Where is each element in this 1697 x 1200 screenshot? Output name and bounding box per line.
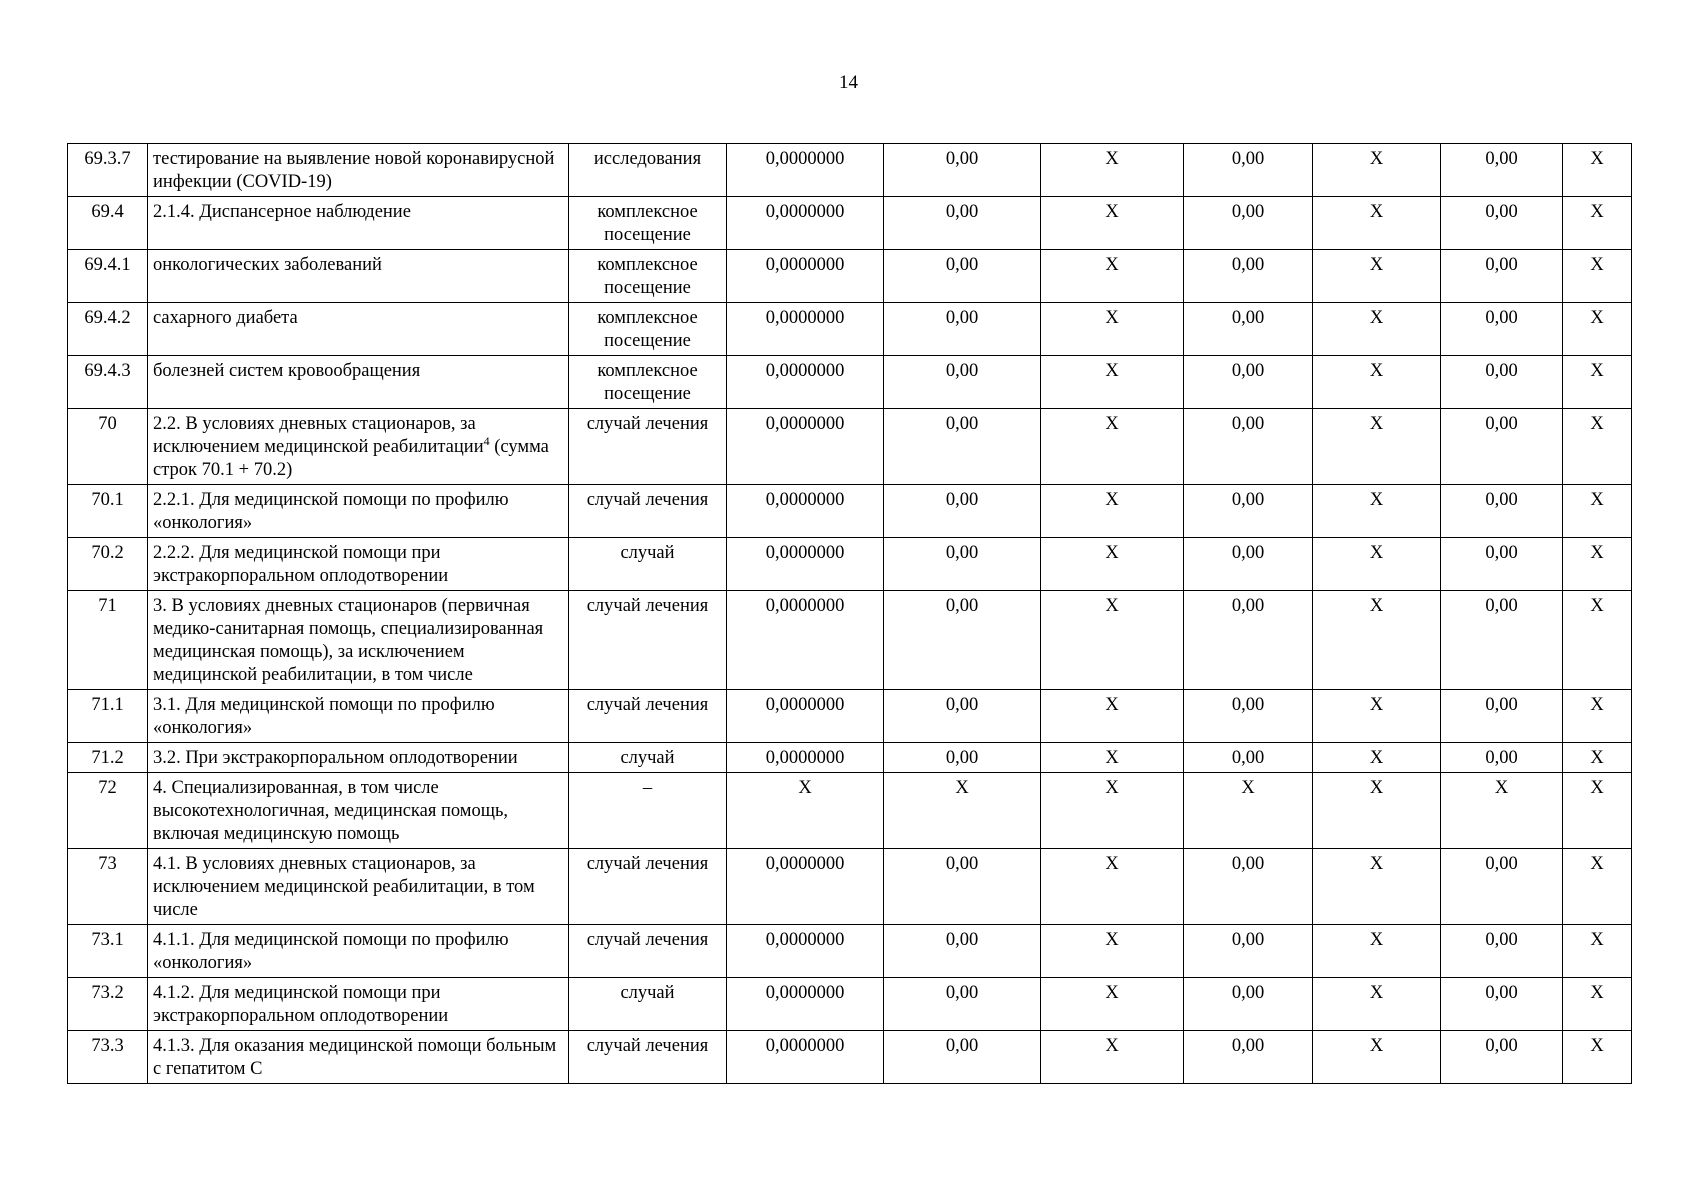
row-name-cell [148, 485, 569, 538]
value-cell-10: X [1563, 743, 1632, 773]
value-cell-7: 0,00 [1184, 409, 1313, 485]
table-row [68, 197, 1632, 250]
table-row [68, 485, 1632, 538]
row-name-cell [148, 356, 569, 409]
row-name-text: 4.1.2. Для медицинской помощи при экстракорпоральном оплодотворении [153, 983, 449, 1026]
value-cell-8: X [1313, 144, 1441, 197]
row-name-text: 4.1. В условиях дневных стационаров, за исключением медицинской реабилитации, в том числе [153, 854, 535, 920]
value-cell-4: 0,0000000 [727, 356, 884, 409]
value-cell-4: 0,0000000 [727, 144, 884, 197]
value-cell-10: X [1563, 538, 1632, 591]
value-cell-9: 0,00 [1441, 485, 1563, 538]
value-cell-9: 0,00 [1441, 925, 1563, 978]
table-row [68, 978, 1632, 1031]
page-number: 14 [839, 72, 858, 93]
value-cell-8: X [1313, 538, 1441, 591]
row-name-cell [148, 538, 569, 591]
unit-cell: – [569, 773, 727, 849]
row-name-cell [148, 144, 569, 197]
value-cell-7: 0,00 [1184, 356, 1313, 409]
value-cell-8: X [1313, 773, 1441, 849]
value-cell-9: 0,00 [1441, 409, 1563, 485]
row-number-cell: 73 [68, 849, 148, 925]
table-row [68, 538, 1632, 591]
row-name-cell [148, 303, 569, 356]
report-table [67, 143, 1632, 1084]
row-name-text: болезней систем кровообращения [153, 361, 421, 381]
row-name-text: сахарного диабета [153, 308, 298, 328]
value-cell-7: 0,00 [1184, 1031, 1313, 1084]
value-cell-10: X [1563, 925, 1632, 978]
unit-cell: случай лечения [569, 690, 727, 743]
value-cell-6: X [1041, 538, 1184, 591]
row-name-text: 3.2. При экстракорпоральном оплодотворении [153, 748, 518, 768]
value-cell-7: 0,00 [1184, 197, 1313, 250]
value-cell-9: 0,00 [1441, 356, 1563, 409]
value-cell-5: 0,00 [884, 849, 1041, 925]
value-cell-6: X [1041, 485, 1184, 538]
value-cell-6: X [1041, 250, 1184, 303]
row-name-text: 4.1.1. Для медицинской помощи по профилю «онкология» [153, 930, 509, 973]
value-cell-10: X [1563, 144, 1632, 197]
row-name-cell [148, 250, 569, 303]
value-cell-10: X [1563, 849, 1632, 925]
row-name-cell [148, 773, 569, 849]
value-cell-6: X [1041, 743, 1184, 773]
table-row [68, 849, 1632, 925]
value-cell-10: X [1563, 303, 1632, 356]
value-cell-6: X [1041, 591, 1184, 690]
row-number-cell: 71.2 [68, 743, 148, 773]
value-cell-9: 0,00 [1441, 197, 1563, 250]
row-number-cell: 69.3.7 [68, 144, 148, 197]
row-number-cell: 71 [68, 591, 148, 690]
value-cell-9: 0,00 [1441, 978, 1563, 1031]
value-cell-7: 0,00 [1184, 978, 1313, 1031]
value-cell-4: 0,0000000 [727, 303, 884, 356]
table-row [68, 303, 1632, 356]
unit-cell: комплексное посещение [569, 303, 727, 356]
value-cell-6: X [1041, 197, 1184, 250]
value-cell-9: 0,00 [1441, 303, 1563, 356]
value-cell-4: 0,0000000 [727, 591, 884, 690]
value-cell-8: X [1313, 690, 1441, 743]
row-number-cell: 69.4 [68, 197, 148, 250]
value-cell-4: 0,0000000 [727, 925, 884, 978]
row-number-cell: 70 [68, 409, 148, 485]
value-cell-10: X [1563, 773, 1632, 849]
value-cell-5: X [884, 773, 1041, 849]
table-body [68, 144, 1632, 1084]
value-cell-7: X [1184, 773, 1313, 849]
value-cell-9: 0,00 [1441, 538, 1563, 591]
value-cell-4: 0,0000000 [727, 538, 884, 591]
value-cell-10: X [1563, 1031, 1632, 1084]
value-cell-4: X [727, 773, 884, 849]
row-name-cell [148, 925, 569, 978]
row-name-text: 2.2. В условиях дневных стационаров, за исключением медицинской реабилитации [153, 414, 484, 457]
row-name-text: 2.2.2. Для медицинской помощи при экстракорпоральном оплодотворении [153, 543, 449, 586]
unit-cell: комплексное посещение [569, 250, 727, 303]
value-cell-6: X [1041, 925, 1184, 978]
unit-cell: случай [569, 743, 727, 773]
row-number-cell: 73.3 [68, 1031, 148, 1084]
row-number-cell: 69.4.1 [68, 250, 148, 303]
value-cell-5: 0,00 [884, 144, 1041, 197]
value-cell-8: X [1313, 978, 1441, 1031]
value-cell-5: 0,00 [884, 409, 1041, 485]
table-row [68, 773, 1632, 849]
value-cell-6: X [1041, 1031, 1184, 1084]
value-cell-4: 0,0000000 [727, 409, 884, 485]
value-cell-9: 0,00 [1441, 144, 1563, 197]
row-name-text: 2.1.4. Диспансерное наблюдение [153, 202, 411, 222]
value-cell-5: 0,00 [884, 250, 1041, 303]
table-row [68, 591, 1632, 690]
row-name-cell [148, 978, 569, 1031]
row-name-text: 4. Специализированная, в том числе высокотехнологичная, медицинская помощь, включая медицинскую помощь [153, 778, 509, 844]
value-cell-6: X [1041, 409, 1184, 485]
value-cell-7: 0,00 [1184, 690, 1313, 743]
value-cell-7: 0,00 [1184, 591, 1313, 690]
value-cell-5: 0,00 [884, 743, 1041, 773]
unit-cell: комплексное посещение [569, 356, 727, 409]
row-name-cell [148, 409, 569, 485]
value-cell-5: 0,00 [884, 538, 1041, 591]
row-name-text: 3.1. Для медицинской помощи по профилю «онкология» [153, 695, 495, 738]
value-cell-8: X [1313, 591, 1441, 690]
value-cell-8: X [1313, 250, 1441, 303]
unit-cell: исследования [569, 144, 727, 197]
row-name-text: 2.2.1. Для медицинской помощи по профилю «онкология» [153, 490, 509, 533]
value-cell-9: 0,00 [1441, 1031, 1563, 1084]
value-cell-8: X [1313, 485, 1441, 538]
row-number-cell: 72 [68, 773, 148, 849]
value-cell-4: 0,0000000 [727, 250, 884, 303]
value-cell-6: X [1041, 144, 1184, 197]
unit-cell: случай лечения [569, 591, 727, 690]
value-cell-8: X [1313, 849, 1441, 925]
value-cell-8: X [1313, 1031, 1441, 1084]
value-cell-9: X [1441, 773, 1563, 849]
value-cell-5: 0,00 [884, 1031, 1041, 1084]
value-cell-5: 0,00 [884, 197, 1041, 250]
value-cell-5: 0,00 [884, 356, 1041, 409]
value-cell-8: X [1313, 356, 1441, 409]
row-number-cell: 71.1 [68, 690, 148, 743]
value-cell-9: 0,00 [1441, 849, 1563, 925]
row-name-cell [148, 690, 569, 743]
value-cell-4: 0,0000000 [727, 978, 884, 1031]
value-cell-10: X [1563, 485, 1632, 538]
value-cell-5: 0,00 [884, 925, 1041, 978]
value-cell-7: 0,00 [1184, 144, 1313, 197]
row-name-text: 4.1.3. Для оказания медицинской помощи больным с гепатитом С [153, 1036, 557, 1079]
unit-cell: случай лечения [569, 849, 727, 925]
unit-cell: случай лечения [569, 409, 727, 485]
value-cell-7: 0,00 [1184, 485, 1313, 538]
value-cell-7: 0,00 [1184, 925, 1313, 978]
value-cell-8: X [1313, 743, 1441, 773]
value-cell-5: 0,00 [884, 690, 1041, 743]
row-number-cell: 69.4.2 [68, 303, 148, 356]
unit-cell: случай [569, 538, 727, 591]
row-name-text: тестирование на выявление новой коронавирусной инфекции (COVID-19) [153, 149, 555, 192]
value-cell-9: 0,00 [1441, 591, 1563, 690]
table-row [68, 409, 1632, 485]
value-cell-10: X [1563, 409, 1632, 485]
row-name-cell [148, 743, 569, 773]
value-cell-6: X [1041, 978, 1184, 1031]
row-number-cell: 70.1 [68, 485, 148, 538]
table-row [68, 690, 1632, 743]
value-cell-5: 0,00 [884, 978, 1041, 1031]
table-row [68, 925, 1632, 978]
value-cell-10: X [1563, 978, 1632, 1031]
value-cell-9: 0,00 [1441, 690, 1563, 743]
row-name-cell [148, 197, 569, 250]
value-cell-6: X [1041, 303, 1184, 356]
value-cell-7: 0,00 [1184, 303, 1313, 356]
value-cell-6: X [1041, 773, 1184, 849]
table-row [68, 743, 1632, 773]
value-cell-8: X [1313, 409, 1441, 485]
table-row [68, 1031, 1632, 1084]
value-cell-4: 0,0000000 [727, 1031, 884, 1084]
value-cell-5: 0,00 [884, 303, 1041, 356]
row-number-cell: 70.2 [68, 538, 148, 591]
unit-cell: случай лечения [569, 1031, 727, 1084]
unit-cell: случай лечения [569, 485, 727, 538]
value-cell-7: 0,00 [1184, 250, 1313, 303]
value-cell-5: 0,00 [884, 591, 1041, 690]
row-name-cell [148, 591, 569, 690]
table-row [68, 250, 1632, 303]
value-cell-8: X [1313, 925, 1441, 978]
unit-cell: случай лечения [569, 925, 727, 978]
row-number-cell: 73.2 [68, 978, 148, 1031]
table-row [68, 144, 1632, 197]
unit-cell: случай [569, 978, 727, 1031]
value-cell-10: X [1563, 591, 1632, 690]
row-number-cell: 69.4.3 [68, 356, 148, 409]
row-name-tail: (сумма строк 70.1 + 70.2) [153, 437, 549, 480]
value-cell-10: X [1563, 250, 1632, 303]
footnote-marker: 4 [483, 433, 490, 448]
value-cell-7: 0,00 [1184, 538, 1313, 591]
value-cell-6: X [1041, 356, 1184, 409]
value-cell-4: 0,0000000 [727, 849, 884, 925]
value-cell-9: 0,00 [1441, 250, 1563, 303]
value-cell-4: 0,0000000 [727, 485, 884, 538]
value-cell-7: 0,00 [1184, 743, 1313, 773]
value-cell-10: X [1563, 356, 1632, 409]
value-cell-4: 0,0000000 [727, 197, 884, 250]
row-name-text: онкологических заболеваний [153, 255, 382, 275]
value-cell-6: X [1041, 690, 1184, 743]
value-cell-7: 0,00 [1184, 849, 1313, 925]
row-name-cell [148, 1031, 569, 1084]
value-cell-10: X [1563, 690, 1632, 743]
row-number-cell: 73.1 [68, 925, 148, 978]
value-cell-6: X [1041, 849, 1184, 925]
value-cell-5: 0,00 [884, 485, 1041, 538]
value-cell-4: 0,0000000 [727, 690, 884, 743]
row-name-text: 3. В условиях дневных стационаров (первичная медико-санитарная помощь, специализированная медицинская помощь), за исключением медицинской реабилитации, в том числе [153, 596, 544, 685]
row-name-cell [148, 849, 569, 925]
table-row [68, 356, 1632, 409]
value-cell-9: 0,00 [1441, 743, 1563, 773]
unit-cell: комплексное посещение [569, 197, 727, 250]
value-cell-8: X [1313, 197, 1441, 250]
value-cell-10: X [1563, 197, 1632, 250]
value-cell-8: X [1313, 303, 1441, 356]
value-cell-4: 0,0000000 [727, 743, 884, 773]
